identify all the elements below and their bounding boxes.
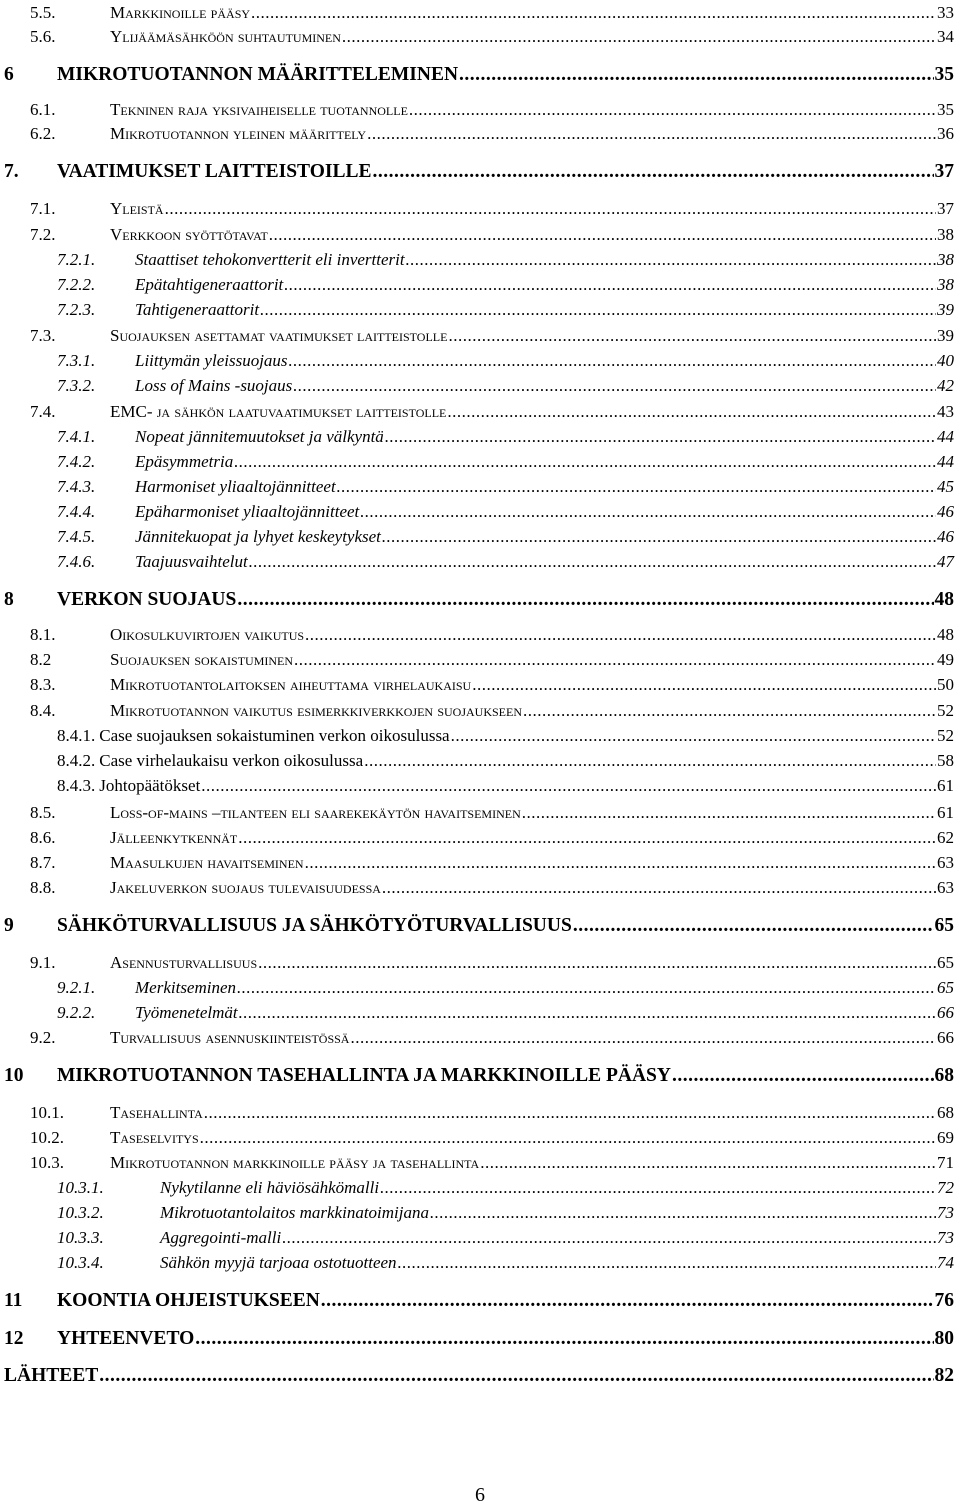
- toc-entry-leader: [406, 250, 936, 270]
- toc-entry-title: Jakeluverkon suojaus tulevaisuudessa: [110, 878, 381, 897]
- toc-entry-title: Aggregointi-malli: [160, 1228, 282, 1247]
- toc-entry-line: [110, 650, 954, 670]
- toc-entry-title: Asennusturvallisuus: [110, 953, 258, 972]
- toc-entry[interactable]: [0, 477, 960, 501]
- toc-entry[interactable]: [0, 64, 960, 88]
- toc-entry-leader: [382, 878, 936, 898]
- toc-entry-page: 36: [937, 124, 954, 143]
- toc-entry-title: Epäsymmetria: [135, 452, 234, 471]
- toc-entry[interactable]: [0, 701, 960, 725]
- toc-entry-number: 9: [4, 915, 14, 936]
- toc-entry-title: Johtopäätökset: [99, 776, 201, 795]
- toc-entry-page: 39: [937, 300, 954, 319]
- toc-entry-number: 7.2.1.: [57, 250, 96, 269]
- toc-entry-leader: [293, 376, 936, 396]
- toc-entry-title: Nopeat jännitemuutokset ja välkyntä: [135, 427, 384, 446]
- toc-entry-title: Mikrotuotantolaitoksen aiheuttama virhelaukaisu: [110, 675, 472, 694]
- toc-entry-page: 76: [934, 1290, 954, 1311]
- toc-entry-leader: [258, 953, 936, 973]
- toc-entry[interactable]: [0, 953, 960, 977]
- toc-entry-leader: [234, 452, 936, 472]
- toc-entry-line: [110, 326, 954, 346]
- toc-entry-number: 8.3.: [30, 675, 56, 694]
- toc-entry-leader: [282, 1228, 936, 1248]
- toc-entry-leader: [672, 1065, 934, 1087]
- toc-entry-page: 40: [937, 351, 954, 370]
- toc-entry-page: 61: [937, 803, 954, 822]
- toc-entry-leader: [237, 978, 936, 998]
- toc-entry-page: 82: [934, 1365, 954, 1386]
- toc-entry[interactable]: [0, 427, 960, 451]
- toc-entry-leader: [337, 477, 936, 497]
- toc-entry[interactable]: [0, 275, 960, 299]
- toc-entry-line: [135, 351, 954, 371]
- toc-entry-line: [57, 726, 954, 746]
- toc-entry-page: 80: [934, 1328, 954, 1349]
- toc-entry-title: Suojauksen sokaistuminen: [110, 650, 294, 669]
- toc-entry-page: 35: [934, 64, 954, 85]
- toc-entry-line: [110, 1028, 954, 1048]
- toc-entry-leader: [364, 751, 936, 771]
- toc-entry-line: [110, 1128, 954, 1148]
- toc-entry[interactable]: [0, 1228, 960, 1252]
- toc-entry-number: 10.3.: [30, 1153, 64, 1172]
- toc-entry-number: 8.4.2.: [57, 751, 96, 770]
- toc-entry-leader: [195, 1328, 933, 1350]
- toc-entry-page: 35: [937, 100, 954, 119]
- toc-entry[interactable]: [0, 751, 960, 775]
- toc-entry-line: [110, 1153, 954, 1173]
- toc-entry[interactable]: [0, 803, 960, 827]
- toc-entry-number: 5.5.: [30, 3, 56, 22]
- toc-entry-leader: [451, 726, 936, 746]
- toc-entry-page: 66: [937, 1028, 954, 1047]
- toc-entry-title: MIKROTUOTANNON MÄÄRITTELEMINEN: [57, 64, 459, 85]
- toc-entry[interactable]: [0, 1028, 960, 1052]
- toc-entry-title: Epätahtigeneraattorit: [135, 275, 284, 294]
- toc-entry[interactable]: [0, 1365, 960, 1389]
- toc-entry-page: 45: [937, 477, 954, 496]
- toc-entry-line: [110, 625, 954, 645]
- toc-entry-page: 65: [934, 915, 954, 936]
- toc-entry[interactable]: [0, 726, 960, 750]
- toc-entry-line: [57, 64, 954, 86]
- toc-entry-leader: [398, 1253, 936, 1273]
- toc-entry-leader: [430, 1203, 936, 1223]
- page-number: 6: [475, 1484, 485, 1506]
- toc-entry-line: [135, 300, 954, 320]
- toc-entry-page: 39: [937, 326, 954, 345]
- toc-entry-leader: [409, 100, 936, 120]
- toc-entry-title: Mikrotuotannon markkinoille pääsy ja tasehallinta: [110, 1153, 480, 1172]
- toc-entry-page: 68: [934, 1065, 954, 1086]
- toc-entry-leader: [260, 300, 936, 320]
- toc-entry-title: VAATIMUKSET LAITTEISTOILLE: [57, 161, 372, 182]
- toc-entry-number: 8.8.: [30, 878, 56, 897]
- toc-entry-title: LÄHTEET: [4, 1365, 99, 1386]
- toc-entry-number: 7.4.3.: [57, 477, 96, 496]
- toc-entry-page: 61: [937, 776, 954, 795]
- toc-entry-line: [135, 427, 954, 447]
- toc-entry-page: 34: [937, 27, 954, 46]
- toc-entry-page: 71: [937, 1153, 954, 1172]
- toc-entry-leader: [523, 701, 936, 721]
- toc-entry-number: 8.4.: [30, 701, 56, 720]
- toc-entry-leader: [305, 853, 936, 873]
- toc-entry-title: Tasehallinta: [110, 1103, 203, 1122]
- toc-entry-line: [110, 402, 954, 422]
- toc-entry-number: 7.2.2.: [57, 275, 96, 294]
- toc-entry-number: 10.3.4.: [57, 1253, 104, 1272]
- toc-entry-page: 63: [937, 878, 954, 897]
- toc-entry[interactable]: [0, 452, 960, 476]
- toc-entry-line: [135, 250, 954, 270]
- toc-entry-leader: [447, 402, 936, 422]
- toc-entry-line: [110, 199, 954, 219]
- toc-entry-number: 8.5.: [30, 803, 56, 822]
- toc-entry-line: [135, 527, 954, 547]
- toc-entry-leader: [382, 527, 936, 547]
- toc-entry-leader: [342, 27, 936, 47]
- toc-entry-line: [135, 1003, 954, 1023]
- toc-entry-line: [110, 225, 954, 245]
- toc-entry-page: 52: [937, 701, 954, 720]
- toc-entry[interactable]: [0, 1328, 960, 1352]
- toc-entry-title: MIKROTUOTANNON TASEHALLINTA JA MARKKINOILLE PÄÄSY: [57, 1065, 671, 1086]
- toc-entry-number: 10: [4, 1065, 24, 1086]
- toc-entry-number: 7.2.3.: [57, 300, 96, 319]
- toc-entry-leader: [284, 275, 936, 295]
- toc-entry-title: Verkkoon syöttötavat: [110, 225, 268, 244]
- toc-entry-page: 48: [934, 589, 954, 610]
- toc-entry-title: EMC- ja sähkön laatuvaatimukset laitteistolle: [110, 402, 447, 421]
- toc-entry[interactable]: [0, 878, 960, 902]
- toc-entry[interactable]: [0, 161, 960, 185]
- toc-entry-number: 10.3.3.: [57, 1228, 104, 1247]
- toc-entry-number: 8.6.: [30, 828, 56, 847]
- toc-entry-title: Merkitseminen: [135, 978, 237, 997]
- toc-entry-line: [57, 915, 954, 937]
- toc-entry-number: 8.2: [30, 650, 52, 669]
- toc-entry-page: 37: [937, 199, 954, 218]
- toc-entry[interactable]: [0, 1290, 960, 1314]
- toc-entry-number: 7.4.4.: [57, 502, 96, 521]
- toc-entry-leader: [239, 1003, 936, 1023]
- toc-entry-page: 52: [937, 726, 954, 745]
- toc-entry-title: Maasulkujen havaitseminen: [110, 853, 304, 872]
- toc-entry-page: 38: [937, 250, 954, 269]
- toc-entry-page: 43: [937, 402, 954, 421]
- toc-entry-page: 68: [937, 1103, 954, 1122]
- toc-entry-leader: [480, 1153, 936, 1173]
- toc-entry-leader: [238, 828, 936, 848]
- toc-entry[interactable]: [0, 853, 960, 877]
- toc-entry-title: VERKON SUOJAUS: [57, 589, 237, 610]
- toc-entry-number: 10.3.1.: [57, 1178, 104, 1197]
- toc-entry-title: Suojauksen asettamat vaatimukset laitteistolle: [110, 326, 448, 345]
- toc-entry-number: 11: [4, 1290, 23, 1311]
- toc-entry-page: 33: [937, 3, 954, 22]
- toc-entry-page: 65: [937, 953, 954, 972]
- toc-entry-leader: [321, 1290, 934, 1312]
- toc-entry-leader: [367, 124, 936, 144]
- toc-entry-line: [110, 100, 954, 120]
- toc-entry-number: 7.: [4, 161, 19, 182]
- toc-entry[interactable]: [0, 502, 960, 526]
- toc-entry-page: 37: [934, 161, 954, 182]
- toc-entry-line: [57, 1065, 954, 1087]
- toc-entry-number: 10.2.: [30, 1128, 64, 1147]
- toc-entry-number: 7.3.1.: [57, 351, 96, 370]
- toc-entry-page: 50: [937, 675, 954, 694]
- toc-entry-title: Epäharmoniset yliaaltojännitteet: [135, 502, 360, 521]
- toc-entry[interactable]: [0, 3, 960, 27]
- toc-entry-leader: [448, 326, 936, 346]
- toc-entry[interactable]: [0, 1065, 960, 1089]
- toc-entry-line: [110, 124, 954, 144]
- toc-entry-number: 7.3.: [30, 326, 56, 345]
- toc-entry-number: 7.4.5.: [57, 527, 96, 546]
- toc-entry[interactable]: [0, 1203, 960, 1227]
- toc-entry-leader: [350, 1028, 936, 1048]
- toc-entry-leader: [305, 625, 936, 645]
- toc-entry-page: 46: [937, 502, 954, 521]
- toc-entry-title: Markkinoille pääsy: [110, 3, 251, 22]
- toc-entry-page: 62: [937, 828, 954, 847]
- toc-entry-line: [110, 27, 954, 47]
- toc-entry-title: Ylijäämäsähköön suhtautuminen: [110, 27, 341, 46]
- toc-entry-leader: [269, 225, 936, 245]
- toc-entry[interactable]: [0, 978, 960, 1002]
- toc-entry-line: [160, 1203, 954, 1223]
- toc-entry-number: 6.1.: [30, 100, 56, 119]
- toc-entry-line: [110, 701, 954, 721]
- toc-entry-leader: [165, 199, 936, 219]
- toc-entry[interactable]: [0, 402, 960, 426]
- toc-entry-number: 10.1.: [30, 1103, 64, 1122]
- toc-entry-line: [110, 3, 954, 23]
- toc-entry-leader: [99, 1365, 933, 1387]
- toc-entry[interactable]: [0, 326, 960, 350]
- toc-entry-page: 66: [937, 1003, 954, 1022]
- toc-entry-title: Tekninen raja yksivaiheiselle tuotannolle: [110, 100, 408, 119]
- toc-entry-page: 72: [937, 1178, 954, 1197]
- toc-entry-leader: [459, 64, 933, 86]
- toc-entry-page: 42: [937, 376, 954, 395]
- toc-entry[interactable]: [0, 589, 960, 613]
- toc-entry-number: 8: [4, 589, 14, 610]
- toc-entry-number: 8.1.: [30, 625, 56, 644]
- toc-entry-line: [57, 589, 954, 611]
- toc-entry-title: Case virhelaukaisu verkon oikosulussa: [99, 751, 364, 770]
- toc-entry-title: Liittymän yleissuojaus: [135, 351, 288, 370]
- toc-entry-leader: [204, 1103, 936, 1123]
- toc-entry-leader: [251, 3, 936, 23]
- toc-entry-title: Taseselvitys: [110, 1128, 199, 1147]
- toc-entry-title: Turvallisuus asennuskiinteistössä: [110, 1028, 350, 1047]
- toc-entry-number: 7.4.2.: [57, 452, 96, 471]
- toc-entry-title: Mikrotuotannon yleinen määrittely: [110, 124, 367, 143]
- toc-entry-title: Staattiset tehokonvertterit eli invertterit: [135, 250, 405, 269]
- toc-entry-line: [160, 1253, 954, 1273]
- toc-entry-title: Loss of Mains -suojaus: [135, 376, 293, 395]
- toc-entry-leader: [289, 351, 936, 371]
- toc-entry-number: 9.2.2.: [57, 1003, 96, 1022]
- toc-entry[interactable]: [0, 1153, 960, 1177]
- toc-entry-number: 6.2.: [30, 124, 56, 143]
- toc-entry[interactable]: [0, 776, 960, 800]
- toc-entry[interactable]: [0, 828, 960, 852]
- toc-entry[interactable]: [0, 225, 960, 249]
- toc-entry-title: Yleistä: [110, 199, 164, 218]
- toc-entry-leader: [237, 589, 933, 611]
- toc-entry-leader: [472, 675, 936, 695]
- toc-entry-line: [110, 878, 954, 898]
- toc-entry[interactable]: [0, 915, 960, 939]
- toc-entry[interactable]: [0, 1253, 960, 1277]
- toc-entry-number: 7.3.2.: [57, 376, 96, 395]
- toc-entry[interactable]: [0, 1003, 960, 1027]
- toc-entry-leader: [360, 502, 936, 522]
- toc-entry-line: [57, 776, 954, 796]
- toc-entry-line: [135, 502, 954, 522]
- toc-entry-title: Nykytilanne eli häviösähkömalli: [160, 1178, 380, 1197]
- toc-entry-line: [160, 1228, 954, 1248]
- toc-entry[interactable]: [0, 376, 960, 400]
- toc-entry-page: 44: [937, 452, 954, 471]
- toc-entry-leader: [385, 427, 936, 447]
- toc-entry-line: [110, 1103, 954, 1123]
- toc-entry-page: 65: [937, 978, 954, 997]
- toc-entry-leader: [294, 650, 936, 670]
- toc-entry-page: 49: [937, 650, 954, 669]
- toc-entry-line: [110, 953, 954, 973]
- toc-entry-title: Työmenetelmät: [135, 1003, 238, 1022]
- toc-entry-line: [160, 1178, 954, 1198]
- toc-entry-number: 7.2.: [30, 225, 56, 244]
- toc-entry-number: 9.2.1.: [57, 978, 96, 997]
- toc-entry-leader: [522, 803, 936, 823]
- toc-entry-title: Mikrotuotantolaitos markkinatoimijana: [160, 1203, 429, 1222]
- toc-entry-leader: [200, 1128, 936, 1148]
- toc-entry-title: Jälleenkytkennät: [110, 828, 238, 847]
- toc-entry[interactable]: [0, 100, 960, 124]
- toc-entry-number: 10.3.2.: [57, 1203, 104, 1222]
- toc-entry-line: [110, 803, 954, 823]
- toc-entry-line: [57, 1328, 954, 1350]
- toc-entry[interactable]: [0, 625, 960, 649]
- toc-entry-leader: [249, 552, 936, 572]
- toc-entry-number: 9.1.: [30, 953, 56, 972]
- toc-entry-page: 63: [937, 853, 954, 872]
- toc-entry-title: YHTEENVETO: [57, 1328, 195, 1349]
- toc-entry-line: [135, 376, 954, 396]
- toc-entry-number: 7.4.: [30, 402, 56, 421]
- toc-entry-title: Taajuusvaihtelut: [135, 552, 248, 571]
- toc-entry-title: SÄHKÖTURVALLISUUS JA SÄHKÖTYÖTURVALLISUUS: [57, 915, 572, 936]
- toc-entry-number: 7.4.6.: [57, 552, 96, 571]
- toc-entry-title: Loss-of-mains –tilanteen eli saarekekäytön havaitseminen: [110, 803, 521, 822]
- toc-entry-page: 47: [937, 552, 954, 571]
- toc-entry-page: 73: [937, 1228, 954, 1247]
- toc-entry-line: [57, 1290, 954, 1312]
- toc-entry-line: [135, 452, 954, 472]
- toc-entry-line: [110, 828, 954, 848]
- toc-entry[interactable]: [0, 124, 960, 148]
- toc-entry-page: 46: [937, 527, 954, 546]
- toc-entry-line: [135, 552, 954, 572]
- toc-entry-number: 8.7.: [30, 853, 56, 872]
- toc-entry[interactable]: [0, 351, 960, 375]
- toc-entry[interactable]: [0, 27, 960, 51]
- toc-entry-number: 7.1.: [30, 199, 56, 218]
- toc-entry-page: 38: [937, 275, 954, 294]
- toc-entry-line: [110, 853, 954, 873]
- toc-entry[interactable]: [0, 675, 960, 699]
- toc-entry-page: 73: [937, 1203, 954, 1222]
- toc-entry-leader: [573, 915, 934, 937]
- toc-entry-leader: [372, 161, 933, 183]
- toc-entry-leader: [201, 776, 936, 796]
- toc-entry[interactable]: [0, 250, 960, 274]
- toc-entry[interactable]: [0, 300, 960, 324]
- toc-entry-number: 9.2.: [30, 1028, 56, 1047]
- toc-entry-line: [4, 1365, 954, 1387]
- toc-entry-number: 12: [4, 1328, 24, 1349]
- toc-entry[interactable]: [0, 199, 960, 223]
- toc-entry-line: [110, 675, 954, 695]
- toc-entry-page: 58: [937, 751, 954, 770]
- toc-entry-title: Harmoniset yliaaltojännitteet: [135, 477, 336, 496]
- toc-entry-leader: [380, 1178, 936, 1198]
- toc-entry[interactable]: [0, 527, 960, 551]
- toc-entry-line: [57, 751, 954, 771]
- toc-entry-page: 48: [937, 625, 954, 644]
- toc-entry[interactable]: [0, 1178, 960, 1202]
- toc-entry-line: [57, 161, 954, 183]
- toc-entry-title: Sähkön myyjä tarjoaa ostotuotteen: [160, 1253, 397, 1272]
- toc-entry-page: 74: [937, 1253, 954, 1272]
- toc-entry-line: [135, 275, 954, 295]
- toc-entry-title: Mikrotuotannon vaikutus esimerkkiverkkojen suojaukseen: [110, 701, 523, 720]
- toc-entry-title: KOONTIA OHJEISTUKSEEN: [57, 1290, 320, 1311]
- toc-entry-line: [135, 477, 954, 497]
- toc-entry-number: 7.4.1.: [57, 427, 96, 446]
- toc-entry[interactable]: [0, 1103, 960, 1127]
- toc-entry[interactable]: [0, 1128, 960, 1152]
- toc-entry-number: 8.4.3.: [57, 776, 96, 795]
- toc-entry[interactable]: [0, 552, 960, 576]
- toc-entry[interactable]: [0, 650, 960, 674]
- toc-entry-title: Oikosulkuvirtojen vaikutus: [110, 625, 305, 644]
- toc-entry-page: 44: [937, 427, 954, 446]
- toc-entry-title: Tahtigeneraattorit: [135, 300, 260, 319]
- toc-entry-number: 5.6.: [30, 27, 56, 46]
- toc-entry-page: 38: [937, 225, 954, 244]
- toc-entry-page: 69: [937, 1128, 954, 1147]
- toc-entry-line: [135, 978, 954, 998]
- toc-entry-number: 6: [4, 64, 14, 85]
- toc-entry-number: 8.4.1.: [57, 726, 96, 745]
- toc-entry-title: Case suojauksen sokaistuminen verkon oikosulussa: [99, 726, 450, 745]
- toc-entry-title: Jännitekuopat ja lyhyet keskeytykset: [135, 527, 381, 546]
